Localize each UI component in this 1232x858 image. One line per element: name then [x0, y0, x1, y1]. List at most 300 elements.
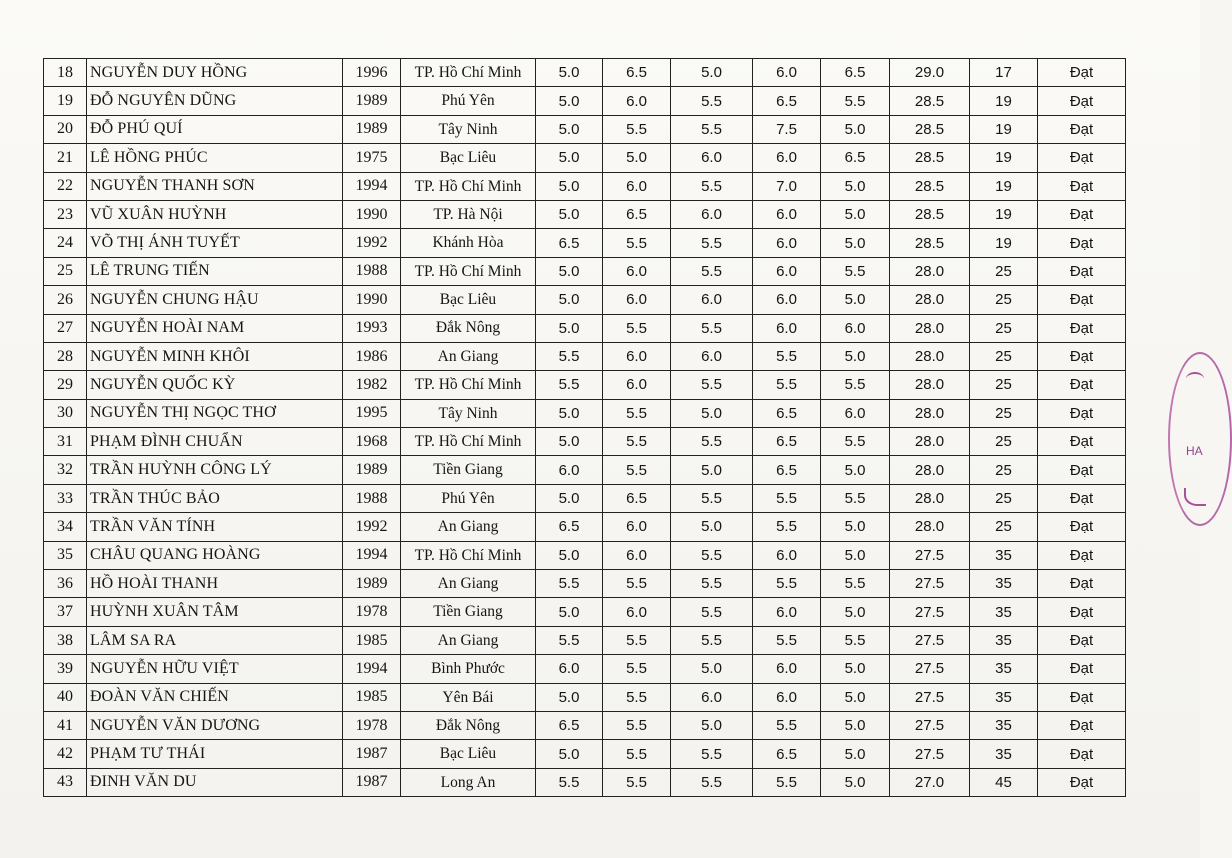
score-5-cell: 5.0: [821, 456, 890, 484]
row-number-cell: 25: [44, 257, 87, 285]
total-score-cell: 27.5: [890, 570, 970, 598]
score-5-cell: 5.0: [821, 513, 890, 541]
score-1-cell: 5.0: [536, 428, 603, 456]
score-4-cell: 7.5: [753, 115, 821, 143]
score-4-cell: 6.5: [753, 399, 821, 427]
candidate-name-cell: VÕ THỊ ÁNH TUYẾT: [87, 229, 343, 257]
score-5-cell: 5.5: [821, 371, 890, 399]
birthplace-cell: TP. Hồ Chí Minh: [401, 257, 536, 285]
candidate-name-cell: NGUYỄN MINH KHÔI: [87, 342, 343, 370]
score-1-cell: 5.5: [536, 570, 603, 598]
score-2-cell: 5.0: [603, 144, 671, 172]
row-number-cell: 40: [44, 683, 87, 711]
score-1-cell: 5.0: [536, 172, 603, 200]
birth-year-cell: 1968: [343, 428, 401, 456]
score-3-cell: 5.5: [671, 229, 753, 257]
table-row: [44, 570, 1126, 598]
score-3-cell: 5.5: [671, 626, 753, 654]
rank-cell: 25: [970, 371, 1038, 399]
rank-cell: 19: [970, 87, 1038, 115]
table-row: [44, 314, 1126, 342]
candidate-name-cell: NGUYỄN THANH SƠN: [87, 172, 343, 200]
total-score-cell: 28.5: [890, 144, 970, 172]
rank-cell: 19: [970, 172, 1038, 200]
score-5-cell: 5.0: [821, 115, 890, 143]
birthplace-cell: TP. Hồ Chí Minh: [401, 172, 536, 200]
table-row: [44, 200, 1126, 228]
candidate-name-cell: LÊ TRUNG TIẾN: [87, 257, 343, 285]
score-1-cell: 5.0: [536, 115, 603, 143]
birth-year-cell: 1992: [343, 513, 401, 541]
candidate-name-cell: HỒ HOÀI THANH: [87, 570, 343, 598]
candidate-name-cell: PHẠM ĐÌNH CHUẨN: [87, 428, 343, 456]
score-3-cell: 5.5: [671, 570, 753, 598]
score-2-cell: 5.5: [603, 711, 671, 739]
table-row: [44, 115, 1126, 143]
score-1-cell: 5.5: [536, 371, 603, 399]
score-3-cell: 5.0: [671, 399, 753, 427]
rank-cell: 35: [970, 626, 1038, 654]
score-4-cell: 6.0: [753, 314, 821, 342]
score-4-cell: 5.5: [753, 342, 821, 370]
score-5-cell: 5.0: [821, 598, 890, 626]
candidate-name-cell: NGUYỄN THỊ NGỌC THƠ: [87, 399, 343, 427]
birth-year-cell: 1989: [343, 87, 401, 115]
row-number-cell: 41: [44, 711, 87, 739]
score-4-cell: 6.0: [753, 541, 821, 569]
score-2-cell: 6.5: [603, 59, 671, 87]
table-row: [44, 371, 1126, 399]
score-3-cell: 5.5: [671, 314, 753, 342]
birth-year-cell: 1995: [343, 399, 401, 427]
score-2-cell: 6.0: [603, 541, 671, 569]
birthplace-cell: Phú Yên: [401, 87, 536, 115]
result-status-cell: Đạt: [1038, 371, 1126, 399]
result-status-cell: Đạt: [1038, 87, 1126, 115]
score-2-cell: 5.5: [603, 768, 671, 796]
row-number-cell: 33: [44, 484, 87, 512]
score-5-cell: 5.5: [821, 257, 890, 285]
total-score-cell: 28.0: [890, 342, 970, 370]
score-4-cell: 6.0: [753, 144, 821, 172]
score-1-cell: 5.0: [536, 200, 603, 228]
candidate-name-cell: NGUYỄN CHUNG HẬU: [87, 286, 343, 314]
table-row: [44, 513, 1126, 541]
row-number-cell: 20: [44, 115, 87, 143]
row-number-cell: 35: [44, 541, 87, 569]
row-number-cell: 32: [44, 456, 87, 484]
table-row: [44, 626, 1126, 654]
score-2-cell: 6.0: [603, 87, 671, 115]
score-4-cell: 6.0: [753, 59, 821, 87]
score-2-cell: 6.0: [603, 342, 671, 370]
score-3-cell: 6.0: [671, 200, 753, 228]
score-2-cell: 6.0: [603, 257, 671, 285]
stamp-text: HA: [1186, 444, 1203, 458]
score-1-cell: 5.5: [536, 626, 603, 654]
birthplace-cell: Bạc Liêu: [401, 740, 536, 768]
result-status-cell: Đạt: [1038, 655, 1126, 683]
birthplace-cell: Tây Ninh: [401, 399, 536, 427]
row-number-cell: 18: [44, 59, 87, 87]
row-number-cell: 29: [44, 371, 87, 399]
score-1-cell: 5.5: [536, 342, 603, 370]
score-4-cell: 5.5: [753, 570, 821, 598]
result-status-cell: Đạt: [1038, 314, 1126, 342]
total-score-cell: 28.5: [890, 200, 970, 228]
score-1-cell: 5.0: [536, 257, 603, 285]
result-status-cell: Đạt: [1038, 541, 1126, 569]
birth-year-cell: 1985: [343, 683, 401, 711]
birthplace-cell: Đắk Nông: [401, 314, 536, 342]
table-row: [44, 286, 1126, 314]
row-number-cell: 38: [44, 626, 87, 654]
rank-cell: 25: [970, 428, 1038, 456]
score-2-cell: 5.5: [603, 399, 671, 427]
row-number-cell: 36: [44, 570, 87, 598]
birthplace-cell: An Giang: [401, 626, 536, 654]
total-score-cell: 28.0: [890, 314, 970, 342]
score-2-cell: 5.5: [603, 655, 671, 683]
score-2-cell: 6.5: [603, 200, 671, 228]
score-1-cell: 5.0: [536, 87, 603, 115]
row-number-cell: 19: [44, 87, 87, 115]
score-3-cell: 5.5: [671, 598, 753, 626]
table-row: [44, 541, 1126, 569]
score-3-cell: 5.0: [671, 456, 753, 484]
score-1-cell: 6.5: [536, 711, 603, 739]
birth-year-cell: 1990: [343, 200, 401, 228]
score-4-cell: 6.5: [753, 740, 821, 768]
result-status-cell: Đạt: [1038, 711, 1126, 739]
total-score-cell: 27.0: [890, 768, 970, 796]
table-row: [44, 655, 1126, 683]
result-status-cell: Đạt: [1038, 399, 1126, 427]
table-row: [44, 768, 1126, 796]
row-number-cell: 21: [44, 144, 87, 172]
rank-cell: 25: [970, 484, 1038, 512]
total-score-cell: 28.0: [890, 456, 970, 484]
candidate-name-cell: PHẠM TƯ THÁI: [87, 740, 343, 768]
row-number-cell: 24: [44, 229, 87, 257]
score-3-cell: 6.0: [671, 144, 753, 172]
birth-year-cell: 1982: [343, 371, 401, 399]
rank-cell: 17: [970, 59, 1038, 87]
table-row: [44, 342, 1126, 370]
result-status-cell: Đạt: [1038, 626, 1126, 654]
result-status-cell: Đạt: [1038, 59, 1126, 87]
birth-year-cell: 1989: [343, 570, 401, 598]
table-row: [44, 144, 1126, 172]
score-1-cell: 5.0: [536, 484, 603, 512]
rank-cell: 25: [970, 399, 1038, 427]
score-5-cell: 5.0: [821, 740, 890, 768]
score-1-cell: 6.0: [536, 655, 603, 683]
row-number-cell: 26: [44, 286, 87, 314]
rank-cell: 35: [970, 740, 1038, 768]
score-3-cell: 5.5: [671, 257, 753, 285]
candidate-name-cell: NGUYỄN HỮU VIỆT: [87, 655, 343, 683]
candidate-name-cell: LÂM SA RA: [87, 626, 343, 654]
total-score-cell: 28.0: [890, 484, 970, 512]
birthplace-cell: Phú Yên: [401, 484, 536, 512]
total-score-cell: 28.5: [890, 172, 970, 200]
birthplace-cell: Khánh Hòa: [401, 229, 536, 257]
total-score-cell: 27.5: [890, 655, 970, 683]
score-4-cell: 5.5: [753, 513, 821, 541]
result-status-cell: Đạt: [1038, 144, 1126, 172]
birth-year-cell: 1994: [343, 541, 401, 569]
table-row: [44, 257, 1126, 285]
birthplace-cell: TP. Hồ Chí Minh: [401, 59, 536, 87]
score-2-cell: 6.0: [603, 598, 671, 626]
rank-cell: 19: [970, 200, 1038, 228]
score-1-cell: 5.0: [536, 598, 603, 626]
result-status-cell: Đạt: [1038, 172, 1126, 200]
rank-cell: 25: [970, 513, 1038, 541]
score-1-cell: 5.0: [536, 399, 603, 427]
score-5-cell: 6.5: [821, 144, 890, 172]
score-3-cell: 5.5: [671, 115, 753, 143]
row-number-cell: 43: [44, 768, 87, 796]
score-4-cell: 5.5: [753, 768, 821, 796]
score-2-cell: 5.5: [603, 626, 671, 654]
candidate-name-cell: ĐỖ NGUYÊN DŨNG: [87, 87, 343, 115]
score-2-cell: 5.5: [603, 115, 671, 143]
table-row: [44, 87, 1126, 115]
birthplace-cell: Tiền Giang: [401, 456, 536, 484]
score-1-cell: 6.5: [536, 229, 603, 257]
birthplace-cell: TP. Hà Nội: [401, 200, 536, 228]
score-4-cell: 6.0: [753, 655, 821, 683]
row-number-cell: 30: [44, 399, 87, 427]
score-3-cell: 5.5: [671, 740, 753, 768]
score-1-cell: 5.0: [536, 314, 603, 342]
score-1-cell: 5.0: [536, 683, 603, 711]
score-3-cell: 5.0: [671, 711, 753, 739]
score-1-cell: 5.0: [536, 59, 603, 87]
candidate-name-cell: NGUYỄN VĂN DƯƠNG: [87, 711, 343, 739]
total-score-cell: 27.5: [890, 683, 970, 711]
table-row: [44, 59, 1126, 87]
total-score-cell: 28.0: [890, 399, 970, 427]
candidate-name-cell: NGUYỄN DUY HỒNG: [87, 59, 343, 87]
rank-cell: 35: [970, 598, 1038, 626]
score-1-cell: 5.0: [536, 541, 603, 569]
total-score-cell: 28.5: [890, 115, 970, 143]
score-1-cell: 6.0: [536, 456, 603, 484]
result-status-cell: Đạt: [1038, 286, 1126, 314]
birthplace-cell: Bạc Liêu: [401, 144, 536, 172]
result-status-cell: Đạt: [1038, 115, 1126, 143]
row-number-cell: 22: [44, 172, 87, 200]
row-number-cell: 42: [44, 740, 87, 768]
table-row: [44, 683, 1126, 711]
candidate-name-cell: NGUYỄN QUỐC KỲ: [87, 371, 343, 399]
birth-year-cell: 1989: [343, 115, 401, 143]
score-3-cell: 5.5: [671, 87, 753, 115]
score-3-cell: 5.5: [671, 428, 753, 456]
rank-cell: 35: [970, 711, 1038, 739]
score-5-cell: 5.0: [821, 342, 890, 370]
candidate-name-cell: ĐỖ PHÚ QUÍ: [87, 115, 343, 143]
rank-cell: 35: [970, 655, 1038, 683]
table-row: [44, 711, 1126, 739]
results-table: [43, 58, 1126, 797]
birth-year-cell: 1986: [343, 342, 401, 370]
score-1-cell: 5.0: [536, 740, 603, 768]
score-5-cell: 5.0: [821, 286, 890, 314]
stamp-curve: [1186, 372, 1204, 386]
score-5-cell: 5.0: [821, 541, 890, 569]
candidate-name-cell: TRẦN THÚC BẢO: [87, 484, 343, 512]
score-4-cell: 6.0: [753, 286, 821, 314]
result-status-cell: Đạt: [1038, 200, 1126, 228]
score-3-cell: 5.5: [671, 768, 753, 796]
total-score-cell: 28.5: [890, 87, 970, 115]
candidate-name-cell: ĐINH VĂN DU: [87, 768, 343, 796]
table-row: [44, 428, 1126, 456]
birth-year-cell: 1996: [343, 59, 401, 87]
score-2-cell: 6.0: [603, 513, 671, 541]
table-row: [44, 456, 1126, 484]
score-1-cell: 6.5: [536, 513, 603, 541]
candidate-name-cell: NGUYỄN HOÀI NAM: [87, 314, 343, 342]
score-4-cell: 5.5: [753, 626, 821, 654]
score-5-cell: 5.0: [821, 711, 890, 739]
score-5-cell: 6.0: [821, 314, 890, 342]
score-5-cell: 5.5: [821, 484, 890, 512]
score-5-cell: 5.0: [821, 229, 890, 257]
result-status-cell: Đạt: [1038, 740, 1126, 768]
birthplace-cell: TP. Hồ Chí Minh: [401, 428, 536, 456]
score-2-cell: 5.5: [603, 229, 671, 257]
row-number-cell: 27: [44, 314, 87, 342]
birth-year-cell: 1978: [343, 598, 401, 626]
score-3-cell: 5.5: [671, 172, 753, 200]
birthplace-cell: Bình Phước: [401, 655, 536, 683]
rank-cell: 19: [970, 115, 1038, 143]
score-5-cell: 6.5: [821, 59, 890, 87]
total-score-cell: 29.0: [890, 59, 970, 87]
total-score-cell: 28.0: [890, 513, 970, 541]
rank-cell: 25: [970, 286, 1038, 314]
total-score-cell: 28.0: [890, 428, 970, 456]
rank-cell: 45: [970, 768, 1038, 796]
candidate-name-cell: TRẦN HUỲNH CÔNG LÝ: [87, 456, 343, 484]
result-status-cell: Đạt: [1038, 342, 1126, 370]
score-3-cell: 5.5: [671, 541, 753, 569]
birthplace-cell: An Giang: [401, 513, 536, 541]
score-4-cell: 6.0: [753, 598, 821, 626]
score-5-cell: 5.5: [821, 428, 890, 456]
total-score-cell: 28.0: [890, 286, 970, 314]
score-5-cell: 5.0: [821, 655, 890, 683]
score-2-cell: 5.5: [603, 740, 671, 768]
candidate-name-cell: LÊ HỒNG PHÚC: [87, 144, 343, 172]
result-status-cell: Đạt: [1038, 683, 1126, 711]
candidate-name-cell: CHÂU QUANG HOÀNG: [87, 541, 343, 569]
total-score-cell: 27.5: [890, 740, 970, 768]
score-2-cell: 5.5: [603, 428, 671, 456]
birth-year-cell: 1975: [343, 144, 401, 172]
birth-year-cell: 1993: [343, 314, 401, 342]
total-score-cell: 27.5: [890, 541, 970, 569]
score-3-cell: 5.0: [671, 513, 753, 541]
score-4-cell: 6.0: [753, 683, 821, 711]
result-status-cell: Đạt: [1038, 257, 1126, 285]
score-2-cell: 5.5: [603, 570, 671, 598]
row-number-cell: 28: [44, 342, 87, 370]
birthplace-cell: Tây Ninh: [401, 115, 536, 143]
score-1-cell: 5.5: [536, 768, 603, 796]
rank-cell: 25: [970, 314, 1038, 342]
table-row: [44, 598, 1126, 626]
score-1-cell: 5.0: [536, 144, 603, 172]
birthplace-cell: TP. Hồ Chí Minh: [401, 541, 536, 569]
score-3-cell: 5.0: [671, 655, 753, 683]
birth-year-cell: 1987: [343, 768, 401, 796]
birth-year-cell: 1992: [343, 229, 401, 257]
birthplace-cell: Tiền Giang: [401, 598, 536, 626]
candidate-name-cell: TRẦN VĂN TÍNH: [87, 513, 343, 541]
rank-cell: 25: [970, 456, 1038, 484]
table-row: [44, 172, 1126, 200]
table-row: [44, 484, 1126, 512]
row-number-cell: 23: [44, 200, 87, 228]
score-4-cell: 5.5: [753, 711, 821, 739]
rank-cell: 35: [970, 541, 1038, 569]
table-row: [44, 229, 1126, 257]
table-row: [44, 399, 1126, 427]
score-4-cell: 5.5: [753, 484, 821, 512]
candidate-name-cell: ĐOÀN VĂN CHIẾN: [87, 683, 343, 711]
score-5-cell: 6.0: [821, 399, 890, 427]
rank-cell: 25: [970, 257, 1038, 285]
candidate-name-cell: VŨ XUÂN HUỲNH: [87, 200, 343, 228]
result-status-cell: Đạt: [1038, 570, 1126, 598]
score-5-cell: 5.5: [821, 87, 890, 115]
birth-year-cell: 1988: [343, 484, 401, 512]
table-row: [44, 740, 1126, 768]
rank-cell: 35: [970, 570, 1038, 598]
total-score-cell: 27.5: [890, 711, 970, 739]
score-3-cell: 5.5: [671, 371, 753, 399]
score-4-cell: 6.0: [753, 200, 821, 228]
birthplace-cell: Đắk Nông: [401, 711, 536, 739]
result-status-cell: Đạt: [1038, 484, 1126, 512]
score-4-cell: 6.5: [753, 456, 821, 484]
score-4-cell: 5.5: [753, 371, 821, 399]
rank-cell: 25: [970, 342, 1038, 370]
birth-year-cell: 1987: [343, 740, 401, 768]
score-5-cell: 5.5: [821, 626, 890, 654]
score-2-cell: 5.5: [603, 314, 671, 342]
birth-year-cell: 1988: [343, 257, 401, 285]
birthplace-cell: Yên Bái: [401, 683, 536, 711]
result-status-cell: Đạt: [1038, 428, 1126, 456]
birth-year-cell: 1989: [343, 456, 401, 484]
score-2-cell: 6.5: [603, 484, 671, 512]
row-number-cell: 34: [44, 513, 87, 541]
birth-year-cell: 1978: [343, 711, 401, 739]
score-5-cell: 5.0: [821, 172, 890, 200]
result-status-cell: Đạt: [1038, 598, 1126, 626]
total-score-cell: 27.5: [890, 598, 970, 626]
total-score-cell: 28.0: [890, 371, 970, 399]
total-score-cell: 28.5: [890, 229, 970, 257]
score-3-cell: 6.0: [671, 683, 753, 711]
